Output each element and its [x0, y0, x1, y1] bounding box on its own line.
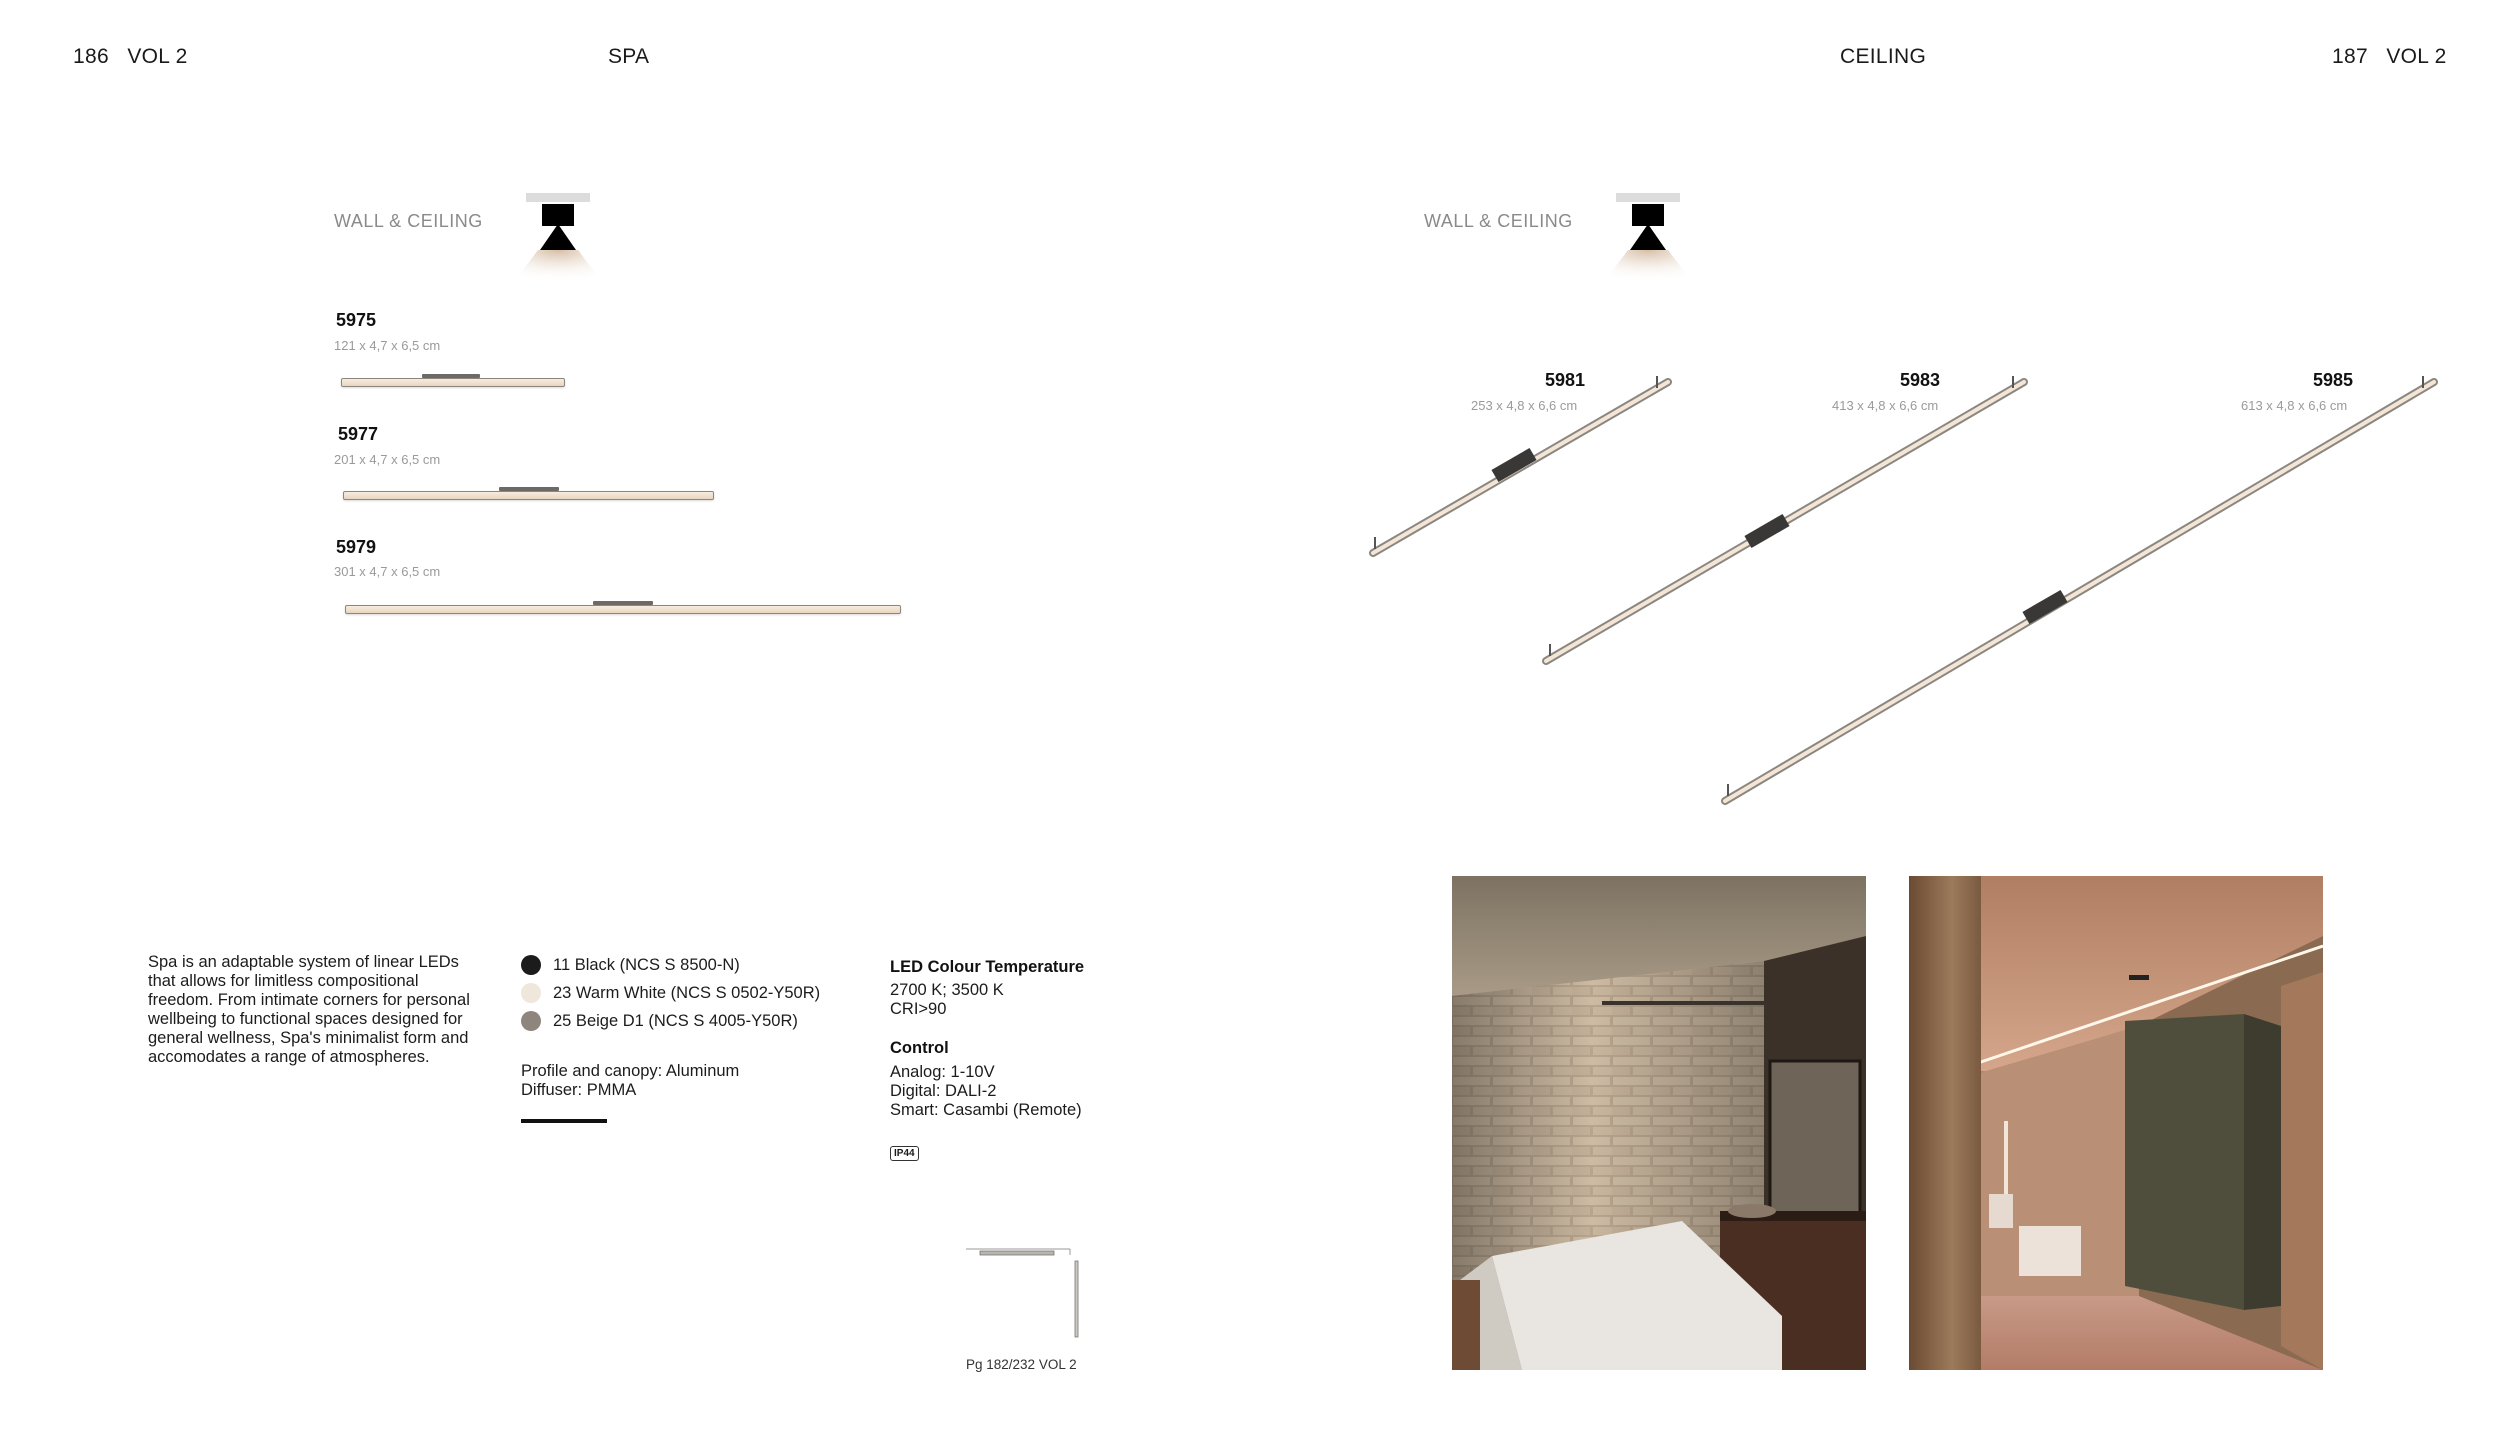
right-page-number: 187: [2332, 45, 2368, 68]
product-model-5981: 5981: [1545, 370, 1586, 390]
finish-item: [521, 1007, 820, 1035]
ip-rating-badge: IP44: [890, 1146, 919, 1161]
cri-value: CRI>90: [890, 1000, 947, 1018]
control-digital: Digital: DALI-2: [890, 1082, 997, 1100]
material-profile: Profile and canopy: Aluminum: [521, 1062, 740, 1080]
right-volume: VOL 2: [2386, 45, 2447, 68]
linear-fixture-5979: [345, 605, 901, 614]
product-dimensions-5985: 613 x 4,8 x 6,6 cm: [2241, 398, 2348, 413]
right-category-label: WALL & CEILING: [1424, 211, 1573, 231]
product-dimensions-5977: 201 x 4,7 x 6,5 cm: [334, 452, 441, 467]
diagonal-fixtures-illustration: [1360, 360, 2440, 820]
diagonal-fixture-5985: [1725, 376, 2434, 801]
product-dimensions-5975: 121 x 4,7 x 6,5 cm: [334, 338, 441, 353]
finish-swatch-beige: [521, 1011, 541, 1031]
product-model-5977: 5977: [338, 424, 379, 444]
left-section-title: SPA: [608, 45, 650, 68]
product-description: Spa is an adaptable system of linear LEDs that allows for limitless compositional freedom. From intimate corners for personal wellbeing to functional spaces designed for general wellness, Spa's minimalist form and accomodates a range of atmospheres.: [148, 953, 470, 1066]
finish-list: [521, 951, 820, 1035]
left-page-number: 186: [73, 45, 109, 68]
material-diffuser: Diffuser: PMMA: [521, 1081, 637, 1099]
product-dimensions-5981: 253 x 4,8 x 6,6 cm: [1471, 398, 1578, 413]
finish-item: [521, 979, 820, 1007]
control-analog: Analog: 1-10V: [890, 1063, 995, 1081]
diagonal-fixture-5981: [1373, 376, 1668, 553]
right-section-title: CEILING: [1840, 45, 1927, 68]
product-dimensions-5979: 301 x 4,7 x 6,5 cm: [334, 564, 441, 579]
product-model-5985: 5985: [2313, 370, 2354, 390]
page-reference: Pg 182/232 VOL 2: [966, 1357, 1077, 1372]
product-model-5983: 5983: [1900, 370, 1941, 390]
finish-swatch-warm-white: [521, 983, 541, 1003]
colour-temp-values: 2700 K; 3500 K: [890, 981, 1004, 999]
right-page-header: [2332, 45, 2447, 69]
product-model-5975: 5975: [336, 310, 377, 330]
corner-mount-diagram: [966, 1243, 1082, 1338]
finish-label: 23 Warm White (NCS S 0502-Y50R): [553, 983, 821, 1002]
linear-fixture-5975: [341, 378, 565, 387]
colour-temp-heading: LED Colour Temperature: [890, 958, 1085, 976]
wall-ceiling-mount-icon: [510, 192, 606, 287]
spa-treatment-room-photo: [1452, 876, 1866, 1370]
interior-corridor-photo: [1909, 876, 2323, 1370]
control-heading: Control: [890, 1039, 949, 1057]
linear-fixture-5977: [343, 491, 714, 500]
finish-swatch-black: [521, 955, 541, 975]
diagonal-fixture-5983: [1546, 376, 2024, 661]
left-page-header: [73, 45, 188, 69]
wall-ceiling-mount-icon: [1600, 192, 1696, 287]
finish-label: 11 Black (NCS S 8500-N): [553, 955, 740, 974]
finish-label: 25 Beige D1 (NCS S 4005-Y50R): [553, 1011, 798, 1030]
finish-item: [521, 951, 820, 979]
section-divider: [521, 1119, 607, 1123]
control-smart: Smart: Casambi (Remote): [890, 1101, 1082, 1119]
left-category-label: WALL & CEILING: [334, 211, 483, 231]
left-volume: VOL 2: [127, 45, 188, 68]
product-model-5979: 5979: [336, 537, 377, 557]
product-dimensions-5983: 413 x 4,8 x 6,6 cm: [1832, 398, 1939, 413]
